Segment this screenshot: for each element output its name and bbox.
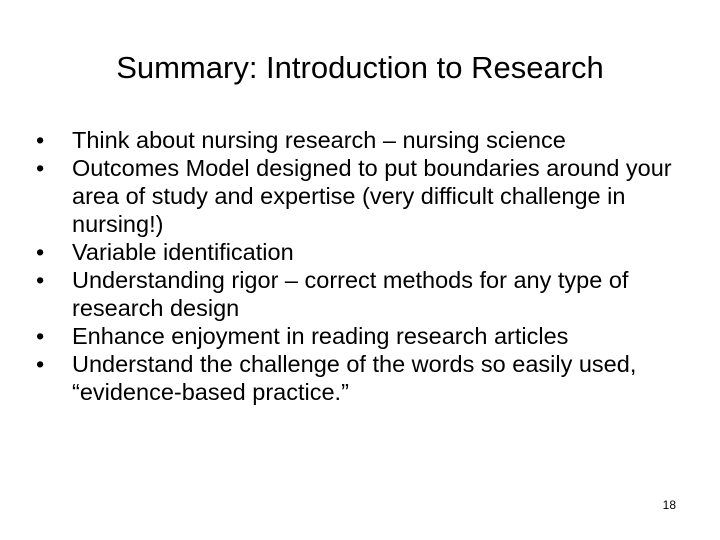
- bullet-text: Outcomes Model designed to put boundaries around your area of study and expertise (very difficult challenge in nursing!): [72, 155, 672, 237]
- bullet-item: [36, 322, 686, 350]
- bullet-item: [36, 238, 686, 266]
- bullet-item: [36, 126, 686, 154]
- slide-title: Summary: Introduction to Research: [116, 50, 604, 85]
- bullet-text: Understanding rigor – correct methods for any type of research design: [72, 267, 629, 321]
- bullet-marker: •: [36, 127, 45, 153]
- bullet-text: Enhance enjoyment in reading research articles: [72, 323, 569, 349]
- bullet-text: Think about nursing research – nursing science: [72, 127, 566, 153]
- bullet-text: Variable identification: [72, 239, 294, 265]
- bullet-item: [36, 154, 686, 238]
- bullet-item: [36, 266, 686, 322]
- bullet-marker: •: [36, 239, 45, 265]
- bullet-marker: •: [36, 323, 45, 349]
- bullet-list: [36, 126, 686, 406]
- bullet-item: [36, 350, 686, 406]
- bullet-marker: •: [36, 267, 45, 293]
- bullet-marker: •: [36, 155, 45, 181]
- page-number: 18: [662, 498, 676, 512]
- bullet-marker: •: [36, 351, 45, 377]
- bullet-text: Understand the challenge of the words so easily used, “evidence-based practice.”: [72, 351, 637, 405]
